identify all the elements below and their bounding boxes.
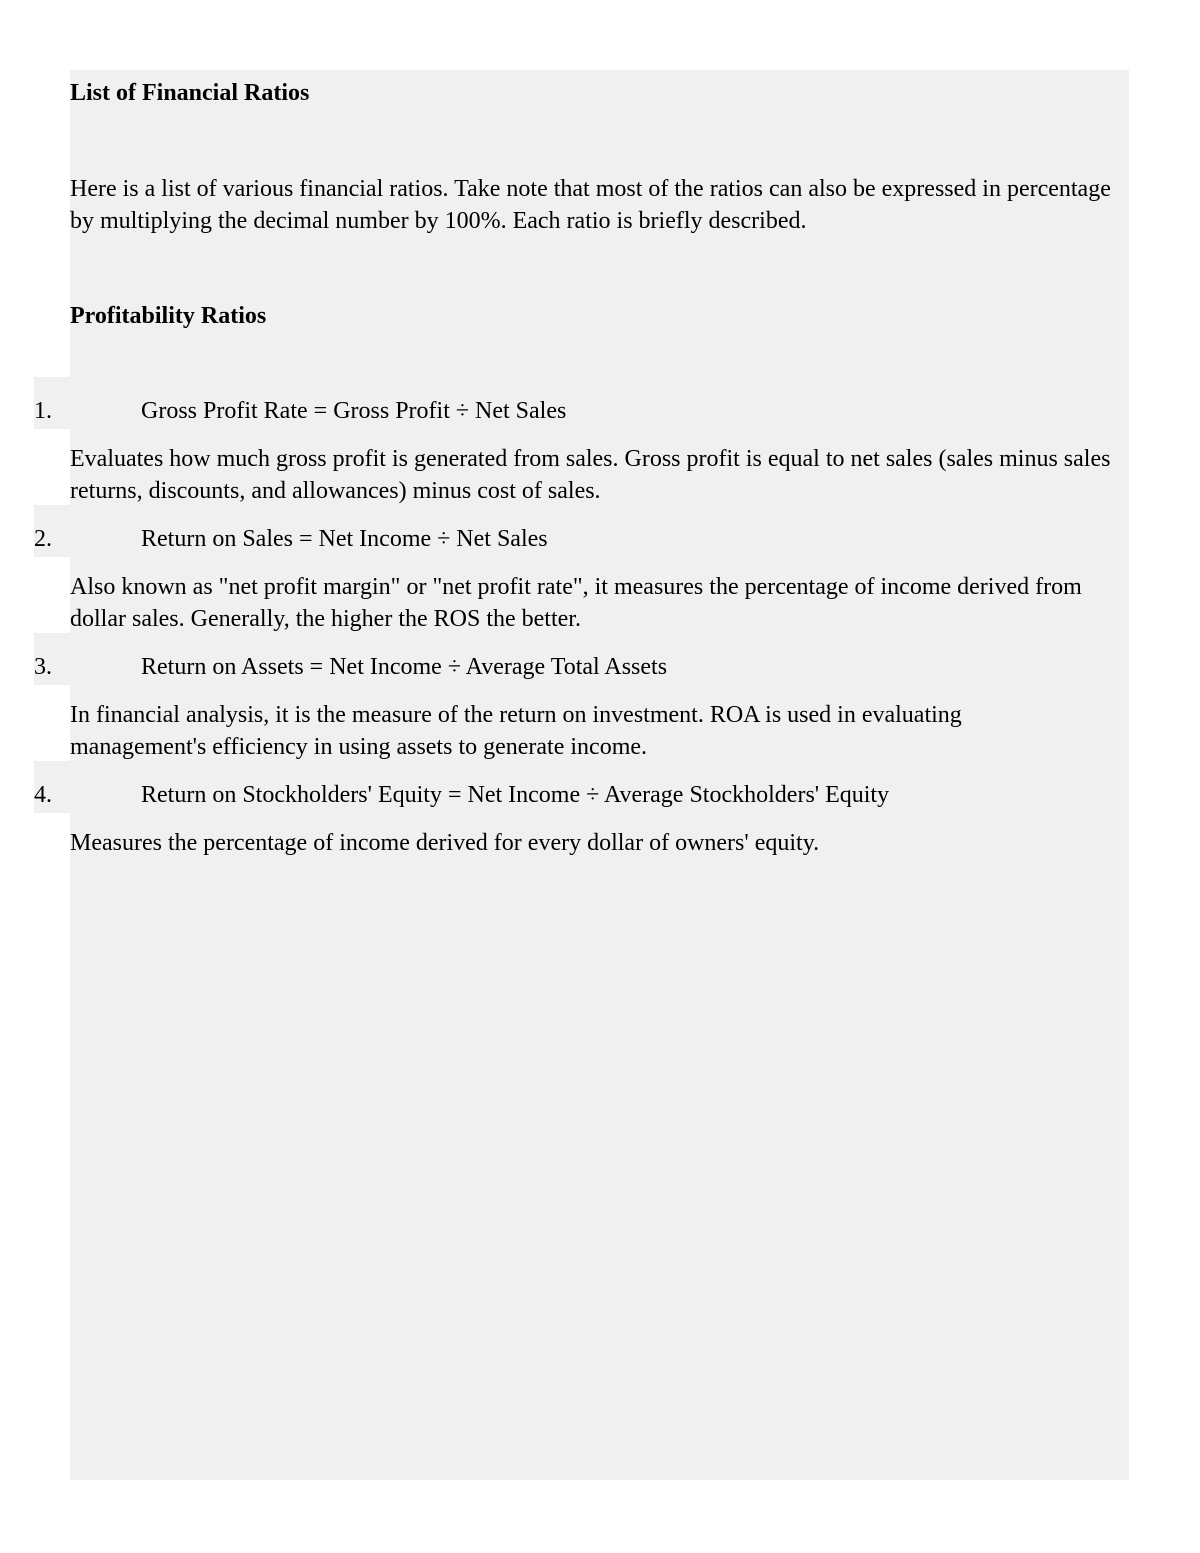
ratio-description: Also known as "net profit margin" or "net profit rate", it measures the percentage of income derived from dollar sales. Generally, the higher the ROS the better. xyxy=(70,574,1082,632)
ratio-description: In financial analysis, it is the measure of the return on investment. ROA is used in evaluating management's efficiency in using assets to generate income. xyxy=(70,702,962,760)
ratio-description: Measures the percentage of income derived for every dollar of owners' equity. xyxy=(70,830,820,856)
ratio-formula: Return on Stockholders' Equity = Net Income ÷ Average Stockholders' Equity xyxy=(141,782,890,808)
ratio-formula: Return on Assets = Net Income ÷ Average Total Assets xyxy=(141,654,668,680)
page-background xyxy=(70,70,1129,1480)
ratio-formula: Gross Profit Rate = Gross Profit ÷ Net Sales xyxy=(141,398,567,424)
section-heading: Profitability Ratios xyxy=(70,303,267,329)
intro-paragraph: Here is a list of various financial ratios. Take note that most of the ratios can also be expressed in percentage by multiplying the decimal number by 100%. Each ratio is briefly described. xyxy=(70,176,1111,234)
list-item-number: 3. xyxy=(34,654,52,680)
list-item-number: 2. xyxy=(34,526,52,552)
list-item-number: 1. xyxy=(34,398,52,424)
document-title: List of Financial Ratios xyxy=(70,80,310,106)
ratio-description: Evaluates how much gross profit is generated from sales. Gross profit is equal to net sales (sales minus sales returns, discounts, and allowances) minus cost of sales. xyxy=(70,446,1111,504)
list-item-number: 4. xyxy=(34,782,52,808)
ratio-formula: Return on Sales = Net Income ÷ Net Sales xyxy=(141,526,548,552)
